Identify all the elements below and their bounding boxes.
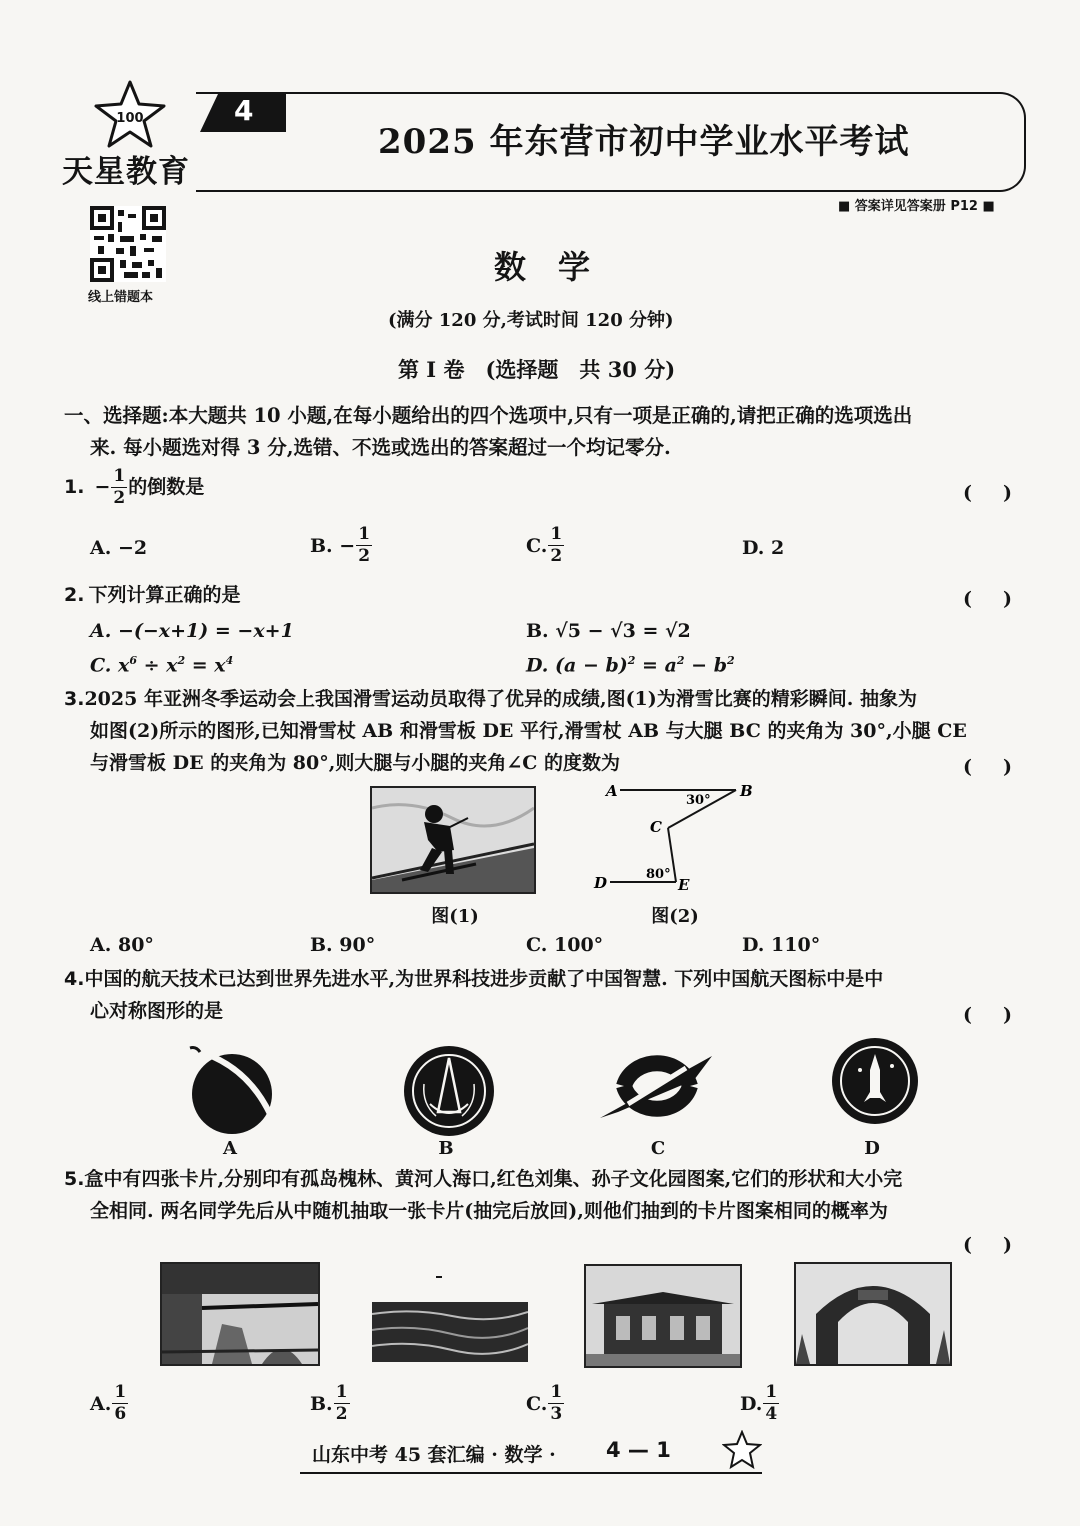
question-4-number: 4. [64,968,85,990]
exponent: 2 [676,654,685,667]
figure-1-caption: 图(1) [431,906,479,927]
expr-part: = a [635,654,677,677]
question-2-text: 下列计算正确的是 [88,584,241,606]
fraction-denominator: 3 [550,1404,563,1424]
red-building-picture [586,1266,740,1366]
q2-option-b[interactable]: B. √5 − √3 = √2 [526,620,691,642]
question-3-line2: 如图(2)所示的图形,已知滑雪杖 AB 和滑雪板 DE 平行,滑雪杖 AB 与大腿 BC 的夹角为 30°,小腿 CE [90,720,967,742]
point-e-label: E [678,876,690,894]
card-photo-4 [794,1262,952,1366]
q1-option-b[interactable] [310,526,373,565]
card-photo-3 [584,1264,742,1368]
exponent: 4 [225,654,234,667]
answer-blank-5[interactable]: ( ) [963,1234,1018,1256]
footer-text: 山东中考 45 套汇编 · 数学 · [312,1444,556,1466]
parallel-lines-diagram [590,778,780,894]
emblem-b-label: B [438,1138,454,1159]
q1-option-c[interactable] [526,526,565,565]
fraction-numerator: 1 [550,1382,563,1402]
q3-option-c[interactable]: C. 100° [526,934,604,956]
emblem-d-label: D [864,1138,880,1159]
star-logo-icon [92,78,168,150]
q2-option-d[interactable] [526,654,735,676]
footer-rule [300,1472,762,1474]
fraction-numerator: 1 [550,524,563,544]
q5-option-c-fraction [548,1384,564,1423]
q5-option-a-fraction [112,1384,128,1423]
q3-option-d[interactable]: D. 110° [742,934,821,956]
exam-title: 2025 年东营市初中学业水平考试 [378,122,910,162]
q1-option-a[interactable]: A. −2 [90,537,148,559]
q2-option-c[interactable] [90,654,233,676]
footer-page-number: 4 — 1 [606,1438,671,1462]
expr-part: − b [684,654,727,677]
emblem-c[interactable] [598,1052,716,1120]
q1-option-d[interactable]: D. 2 [742,537,785,559]
question-5-number: 5. [64,1168,85,1190]
q5-option-c-prefix: C. [526,1392,548,1415]
question-4-line1 [64,964,883,995]
q5-option-b-fraction [334,1384,350,1423]
q1-option-c-prefix: C. [526,534,548,557]
question-3-number: 3. [64,688,85,710]
figure-2-caption: 图(2) [651,906,699,927]
fraction-denominator: 4 [765,1404,778,1424]
subject-title: 数 学 [494,248,591,286]
brand-logo-text: 100 [116,111,144,126]
question-1-fraction [111,468,127,507]
answer-blank-3[interactable]: ( ) [963,756,1018,778]
q3-option-b[interactable]: B. 90° [310,934,376,956]
fraction-denominator: 2 [550,546,563,566]
q1-option-c-fraction [548,526,564,565]
q3-option-a[interactable]: A. 80° [90,934,154,956]
emblem-a-label: A [223,1138,237,1159]
exponent: 2 [177,654,186,667]
exponent: 6 [129,654,138,667]
exam-info: (满分 120 分,考试时间 120 分钟) [388,310,674,331]
q5-option-d-prefix: D. [740,1392,763,1415]
point-a-label: A [606,782,618,800]
culture-park-picture [796,1264,950,1364]
question-1-number: 1. [64,476,85,498]
figure-2-geometry [590,778,780,894]
expr-part: = x [185,654,226,677]
qr-code-icon [90,206,166,282]
skier-icon [372,788,534,892]
question-4-line2: 心对称图形的是 [90,1000,224,1022]
q5-option-a-prefix: A. [90,1392,112,1415]
question-2-number: 2. [64,584,85,606]
qr-caption: 线上错题本 [88,290,154,305]
q5-option-d[interactable] [740,1384,780,1423]
angle-80-label: 80° [646,867,671,882]
fraction-denominator: 2 [358,546,371,566]
exponent: 2 [627,654,636,667]
q5-option-c[interactable] [526,1384,565,1423]
answer-reference: ■ 答案详见答案册 P12 ■ [838,199,995,214]
expr-part: ÷ x [137,654,178,677]
emblem-c-label: C [650,1138,666,1159]
q5-option-b-prefix: B. [310,1392,333,1415]
set-number: 4 [234,94,254,127]
q1-option-b-prefix: B. − [310,534,356,557]
rocket-wreath-emblem-icon [402,1044,496,1138]
point-b-label: B [740,782,753,800]
answer-blank-2[interactable]: ( ) [963,588,1018,610]
star-logo-small-icon [722,1430,762,1470]
section-instructions-line1: 一、选择题:本大题共 10 小题,在每小题给出的四个选项中,只有一项是正确的,请把正确的选项选出 [64,404,913,427]
question-1 [64,468,204,507]
fraction-numerator: 1 [335,1382,348,1402]
question-4-text: 中国的航天技术已达到世界先进水平,为世界科技进步贡献了中国智慧. 下列中国航天图标中是中 [84,968,884,990]
river-estuary-picture [372,1264,528,1362]
answer-blank-4[interactable]: ( ) [963,1004,1018,1026]
fraction-denominator: 2 [113,488,126,508]
answer-blank-1[interactable]: ( ) [963,482,1018,504]
question-3-text: 2025 年亚洲冬季运动会上我国滑雪运动员取得了优异的成绩,图(1)为滑雪比赛的精彩瞬间. 抽象为 [84,688,917,710]
orbit-emblem-icon [598,1052,716,1120]
footer-logo [722,1430,762,1470]
expr-part: D. (a − b) [526,654,628,677]
point-c-label: C [650,818,662,836]
question-3-line3: 与滑雪板 DE 的夹角为 80°,则大腿与小腿的夹角∠C 的度数为 [90,752,621,774]
point-d-label: D [594,874,608,892]
question-5-line1 [64,1164,902,1195]
question-5-text: 盒中有四张卡片,分别印有孤岛槐林、黄河人海口,红色刘集、孙子文化园图案,它们的形状和大小完 [84,1168,903,1190]
fraction-denominator: 6 [114,1404,127,1424]
fraction-numerator: 1 [358,524,371,544]
planet-emblem-icon [186,1044,278,1136]
brand-name: 天星教育 [62,154,190,190]
card-photo-1 [160,1262,320,1366]
fraction-denominator: 2 [335,1404,348,1424]
question-2 [64,580,240,611]
emblem-d[interactable] [830,1036,920,1126]
q5-option-d-fraction [763,1384,779,1423]
expr-part: C. x [90,654,130,677]
emblem-a[interactable] [186,1044,278,1136]
q5-option-b[interactable] [310,1384,351,1423]
fraction-numerator: 1 [113,466,126,486]
fraction-numerator: 1 [765,1382,778,1402]
forest-gate-picture [162,1264,318,1364]
q5-option-a[interactable] [90,1384,129,1423]
question-5-line2: 全相同. 两名同学先后从中随机抽取一张卡片(抽完后放回),则他们抽到的卡片图案相同的概率为 [90,1200,888,1222]
exponent: 2 [726,654,735,667]
figure-1-skier-photo [370,786,536,894]
question-1-text: 的倒数是 [128,476,205,498]
section-instructions-line2: 来. 每小题选对得 3 分,选错、不选或选出的答案超过一个均记零分. [90,436,671,459]
rocket-circle-emblem-icon [830,1036,920,1126]
question-3-line1 [64,684,917,715]
emblem-b[interactable] [402,1044,496,1138]
question-1-sign: − [94,476,111,498]
part-title: 第 I 卷 (选择题 共 30 分) [398,357,676,382]
brand-logo [92,78,168,150]
angle-30-label: 30° [686,793,711,808]
qr-code[interactable] [90,206,166,282]
fraction-numerator: 1 [114,1382,127,1402]
q1-option-b-fraction [356,526,372,565]
q2-option-a[interactable]: A. −(−x+1) = −x+1 [90,620,294,642]
card-photo-2 [372,1264,528,1362]
